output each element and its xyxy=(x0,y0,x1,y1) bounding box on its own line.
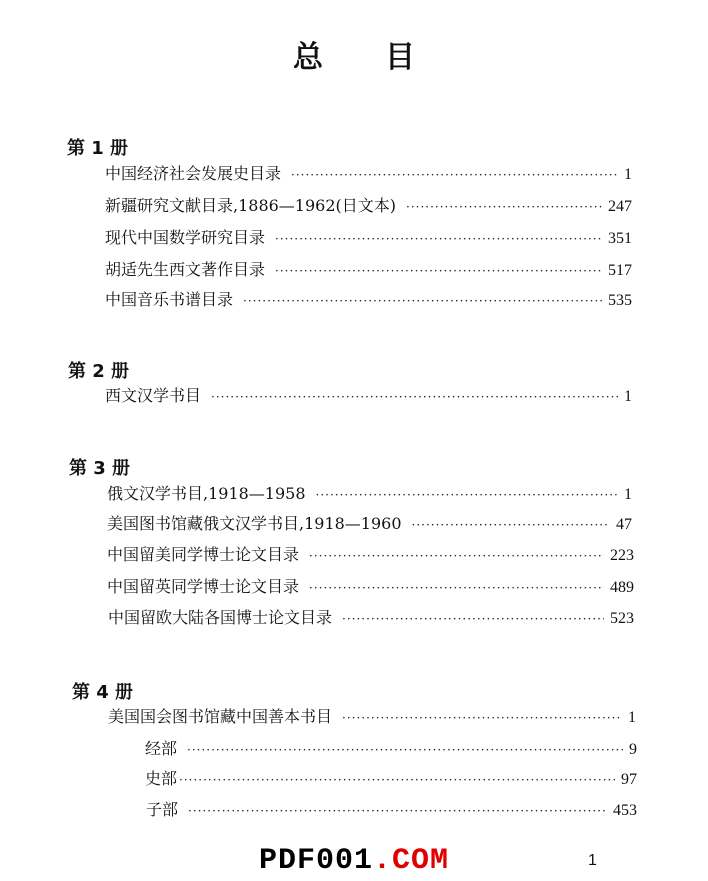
toc-entry-page: 9 xyxy=(629,741,637,758)
toc-entry-title: 中国留美同学博士论文目录 xyxy=(107,545,300,564)
toc-entry[interactable] xyxy=(105,386,632,407)
toc-entry-page: 453 xyxy=(613,802,637,819)
toc-entry[interactable] xyxy=(105,196,632,217)
toc-entry-page: 97 xyxy=(621,771,637,788)
toc-entry-sub[interactable] xyxy=(145,769,637,790)
toc-entry-title: 中国音乐书谱目录 xyxy=(105,290,234,309)
dot-leader xyxy=(412,515,610,535)
toc-entry[interactable] xyxy=(105,260,632,281)
dot-leader xyxy=(179,770,615,790)
toc-entry-page: 1 xyxy=(628,709,636,726)
toc-entry-sub[interactable] xyxy=(146,800,637,821)
dot-leader xyxy=(342,708,622,728)
toc-entry-page: 351 xyxy=(608,230,632,247)
toc-entry-title: 中国留欧大陆各国博士论文目录 xyxy=(108,608,333,627)
dot-leader xyxy=(275,229,602,249)
toc-entry[interactable] xyxy=(107,514,632,535)
toc-entry-page: 523 xyxy=(610,610,634,627)
dot-leader xyxy=(243,291,602,311)
toc-entry-title: 中国留英同学博士论文目录 xyxy=(107,577,300,596)
toc-entry[interactable] xyxy=(105,228,632,249)
toc-entry-page: 489 xyxy=(610,579,634,596)
toc-entry-page: 223 xyxy=(610,547,634,564)
dot-leader xyxy=(342,609,604,629)
toc-entry-page: 1 xyxy=(624,166,632,183)
dot-leader xyxy=(211,387,618,407)
toc-entry-title: 中国经济社会发展史目录 xyxy=(105,164,282,183)
toc-entry[interactable] xyxy=(107,577,634,598)
toc-entry[interactable] xyxy=(105,164,632,185)
dot-leader xyxy=(309,546,604,566)
volume-heading-3: 第 3 册 xyxy=(69,458,131,479)
toc-entry-title: 美国国会图书馆藏中国善本书目 xyxy=(108,707,333,726)
toc-entry-page: 247 xyxy=(608,198,632,215)
dot-leader xyxy=(316,485,618,505)
toc-entry-title: 胡适先生西文著作目录 xyxy=(105,260,266,279)
toc-entry[interactable] xyxy=(107,484,632,505)
toc-entry-sub[interactable] xyxy=(145,739,637,760)
brand-text-main: PDF001 xyxy=(258,844,373,878)
volume-heading-4: 第 4 册 xyxy=(72,682,134,703)
toc-entry[interactable] xyxy=(108,608,634,629)
volume-heading-2: 第 2 册 xyxy=(68,361,130,382)
toc-entry-page: 1 xyxy=(624,486,632,503)
toc-entry-title: 俄文汉学书目,1918—1958 xyxy=(107,484,306,503)
toc-entry-title: 现代中国数学研究目录 xyxy=(105,228,266,247)
toc-entry-page: 517 xyxy=(608,262,632,279)
page-title xyxy=(0,32,708,76)
toc-entry-title: 经部 xyxy=(145,739,178,758)
toc-entry-title: 西文汉学书目 xyxy=(105,386,202,405)
dot-leader xyxy=(309,578,604,598)
toc-entry-title: 新疆研究文献目录,1886—1962(日文本) xyxy=(105,196,397,215)
toc-entry[interactable] xyxy=(105,290,632,311)
toc-entry-title: 美国图书馆藏俄文汉学书目,1918—1960 xyxy=(107,514,402,533)
page-title-char-2: 目 xyxy=(385,40,415,75)
dot-leader xyxy=(188,801,607,821)
toc-entry-title: 子部 xyxy=(146,800,179,819)
toc-entry[interactable] xyxy=(108,707,636,728)
dot-leader xyxy=(406,197,602,217)
dot-leader xyxy=(291,165,618,185)
page-number: 1 xyxy=(588,852,597,869)
watermark-brand xyxy=(0,844,708,878)
toc-entry[interactable] xyxy=(107,545,634,566)
dot-leader xyxy=(187,740,623,760)
dot-leader xyxy=(275,261,602,281)
brand-text-domain: .COM xyxy=(373,844,450,878)
toc-entry-title: 史部 xyxy=(145,769,178,788)
volume-heading-1: 第 1 册 xyxy=(67,138,129,159)
toc-entry-page: 535 xyxy=(608,292,632,309)
toc-entry-page: 47 xyxy=(616,516,632,533)
toc-entry-page: 1 xyxy=(624,388,632,405)
page-title-char-1: 总 xyxy=(293,40,323,75)
